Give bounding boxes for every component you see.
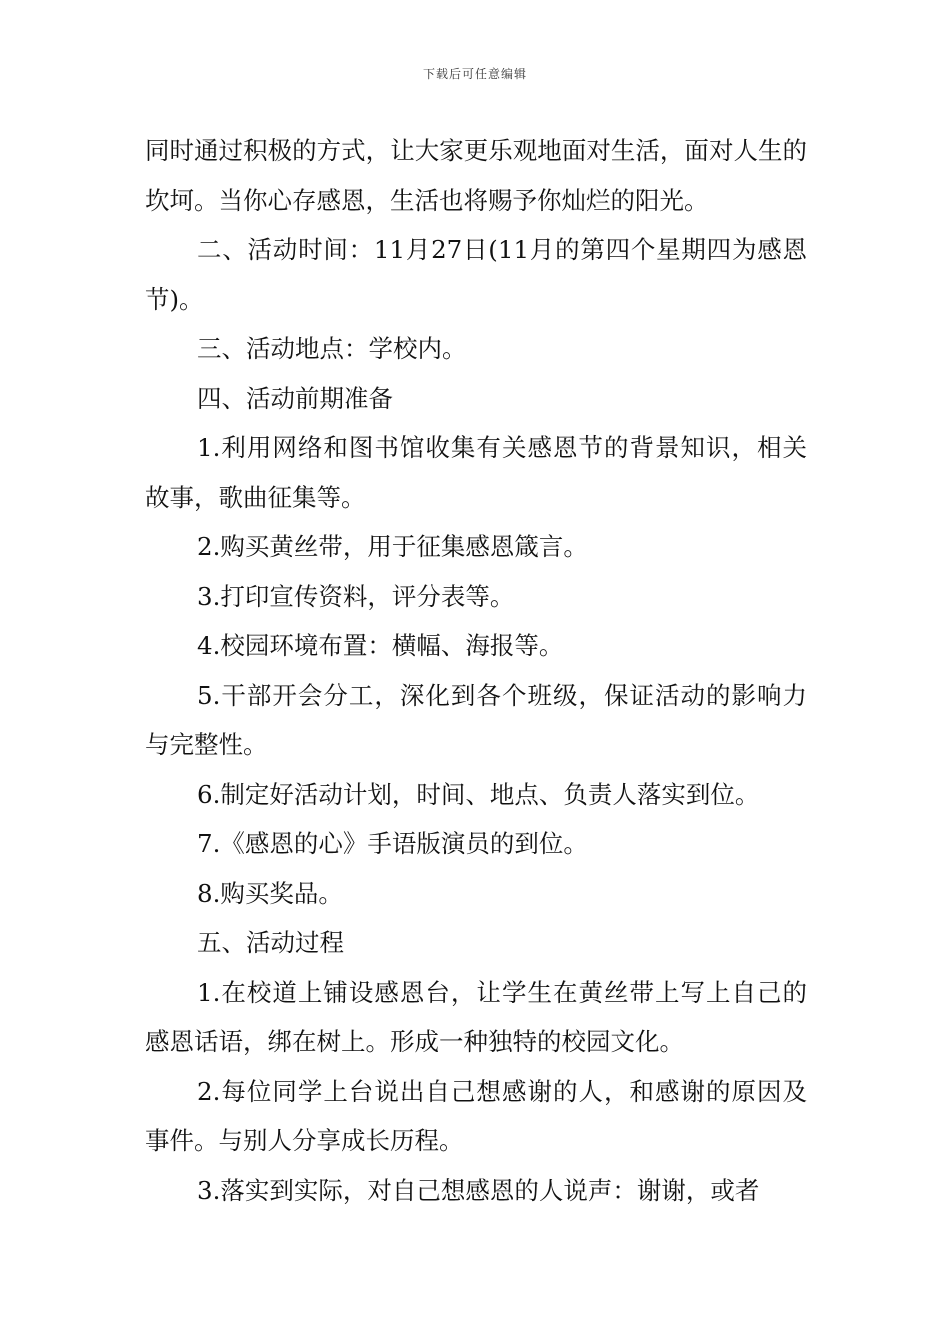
section-heading-preparation: 四、活动前期准备	[197, 383, 393, 413]
list-item-prep-3: 3.打印宣传资料，评分表等。	[197, 581, 515, 611]
list-item-prep-5: 5.干部开会分工，深化到各个班级，保证活动的影响力与完整性。	[145, 680, 807, 759]
paragraph-activity-time: 二、活动时间：11月27日(11月的第四个星期四为感恩节)。	[145, 235, 807, 314]
list-item-prep-1: 1.利用网络和图书馆收集有关感恩节的背景知识，相关故事，歌曲征集等。	[145, 433, 807, 512]
section-heading-process: 五、活动过程	[197, 928, 344, 957]
list-item-process-1: 1.在校道上铺设感恩台，让学生在黄丝带上写上自己的感恩话语，绑在树上。形成一种独特的校园文化。	[145, 977, 807, 1056]
list-item-prep-2: 2.购买黄丝带，用于征集感恩箴言。	[197, 532, 588, 561]
list-item-process-3: 3.落实到实际，对自己想感恩的人说声：谢谢，或者	[197, 1175, 760, 1205]
document-body	[145, 126, 807, 1215]
list-item-prep-6: 6.制定好活动计划，时间、地点、负责人落实到位。	[197, 779, 760, 809]
page-header: 下载后可任意编辑	[422, 67, 527, 81]
list-item-process-2: 2.每位同学上台说出自己想感谢的人，和感谢的原因及事件。与别人分享成长历程。	[145, 1076, 807, 1155]
paragraph-intro-continuation: 同时通过积极的方式，让大家更乐观地面对生活，面对人生的坎坷。当你心存感恩，生活也将赐予你灿烂的阳光。	[145, 136, 807, 215]
list-item-prep-7: 7.《感恩的心》手语版演员的到位。	[197, 829, 588, 858]
list-item-prep-8: 8.购买奖品。	[197, 878, 343, 908]
list-item-prep-4: 4.校园环境布置：横幅、海报等。	[197, 631, 564, 660]
paragraph-activity-location: 三、活动地点：学校内。	[197, 334, 467, 363]
